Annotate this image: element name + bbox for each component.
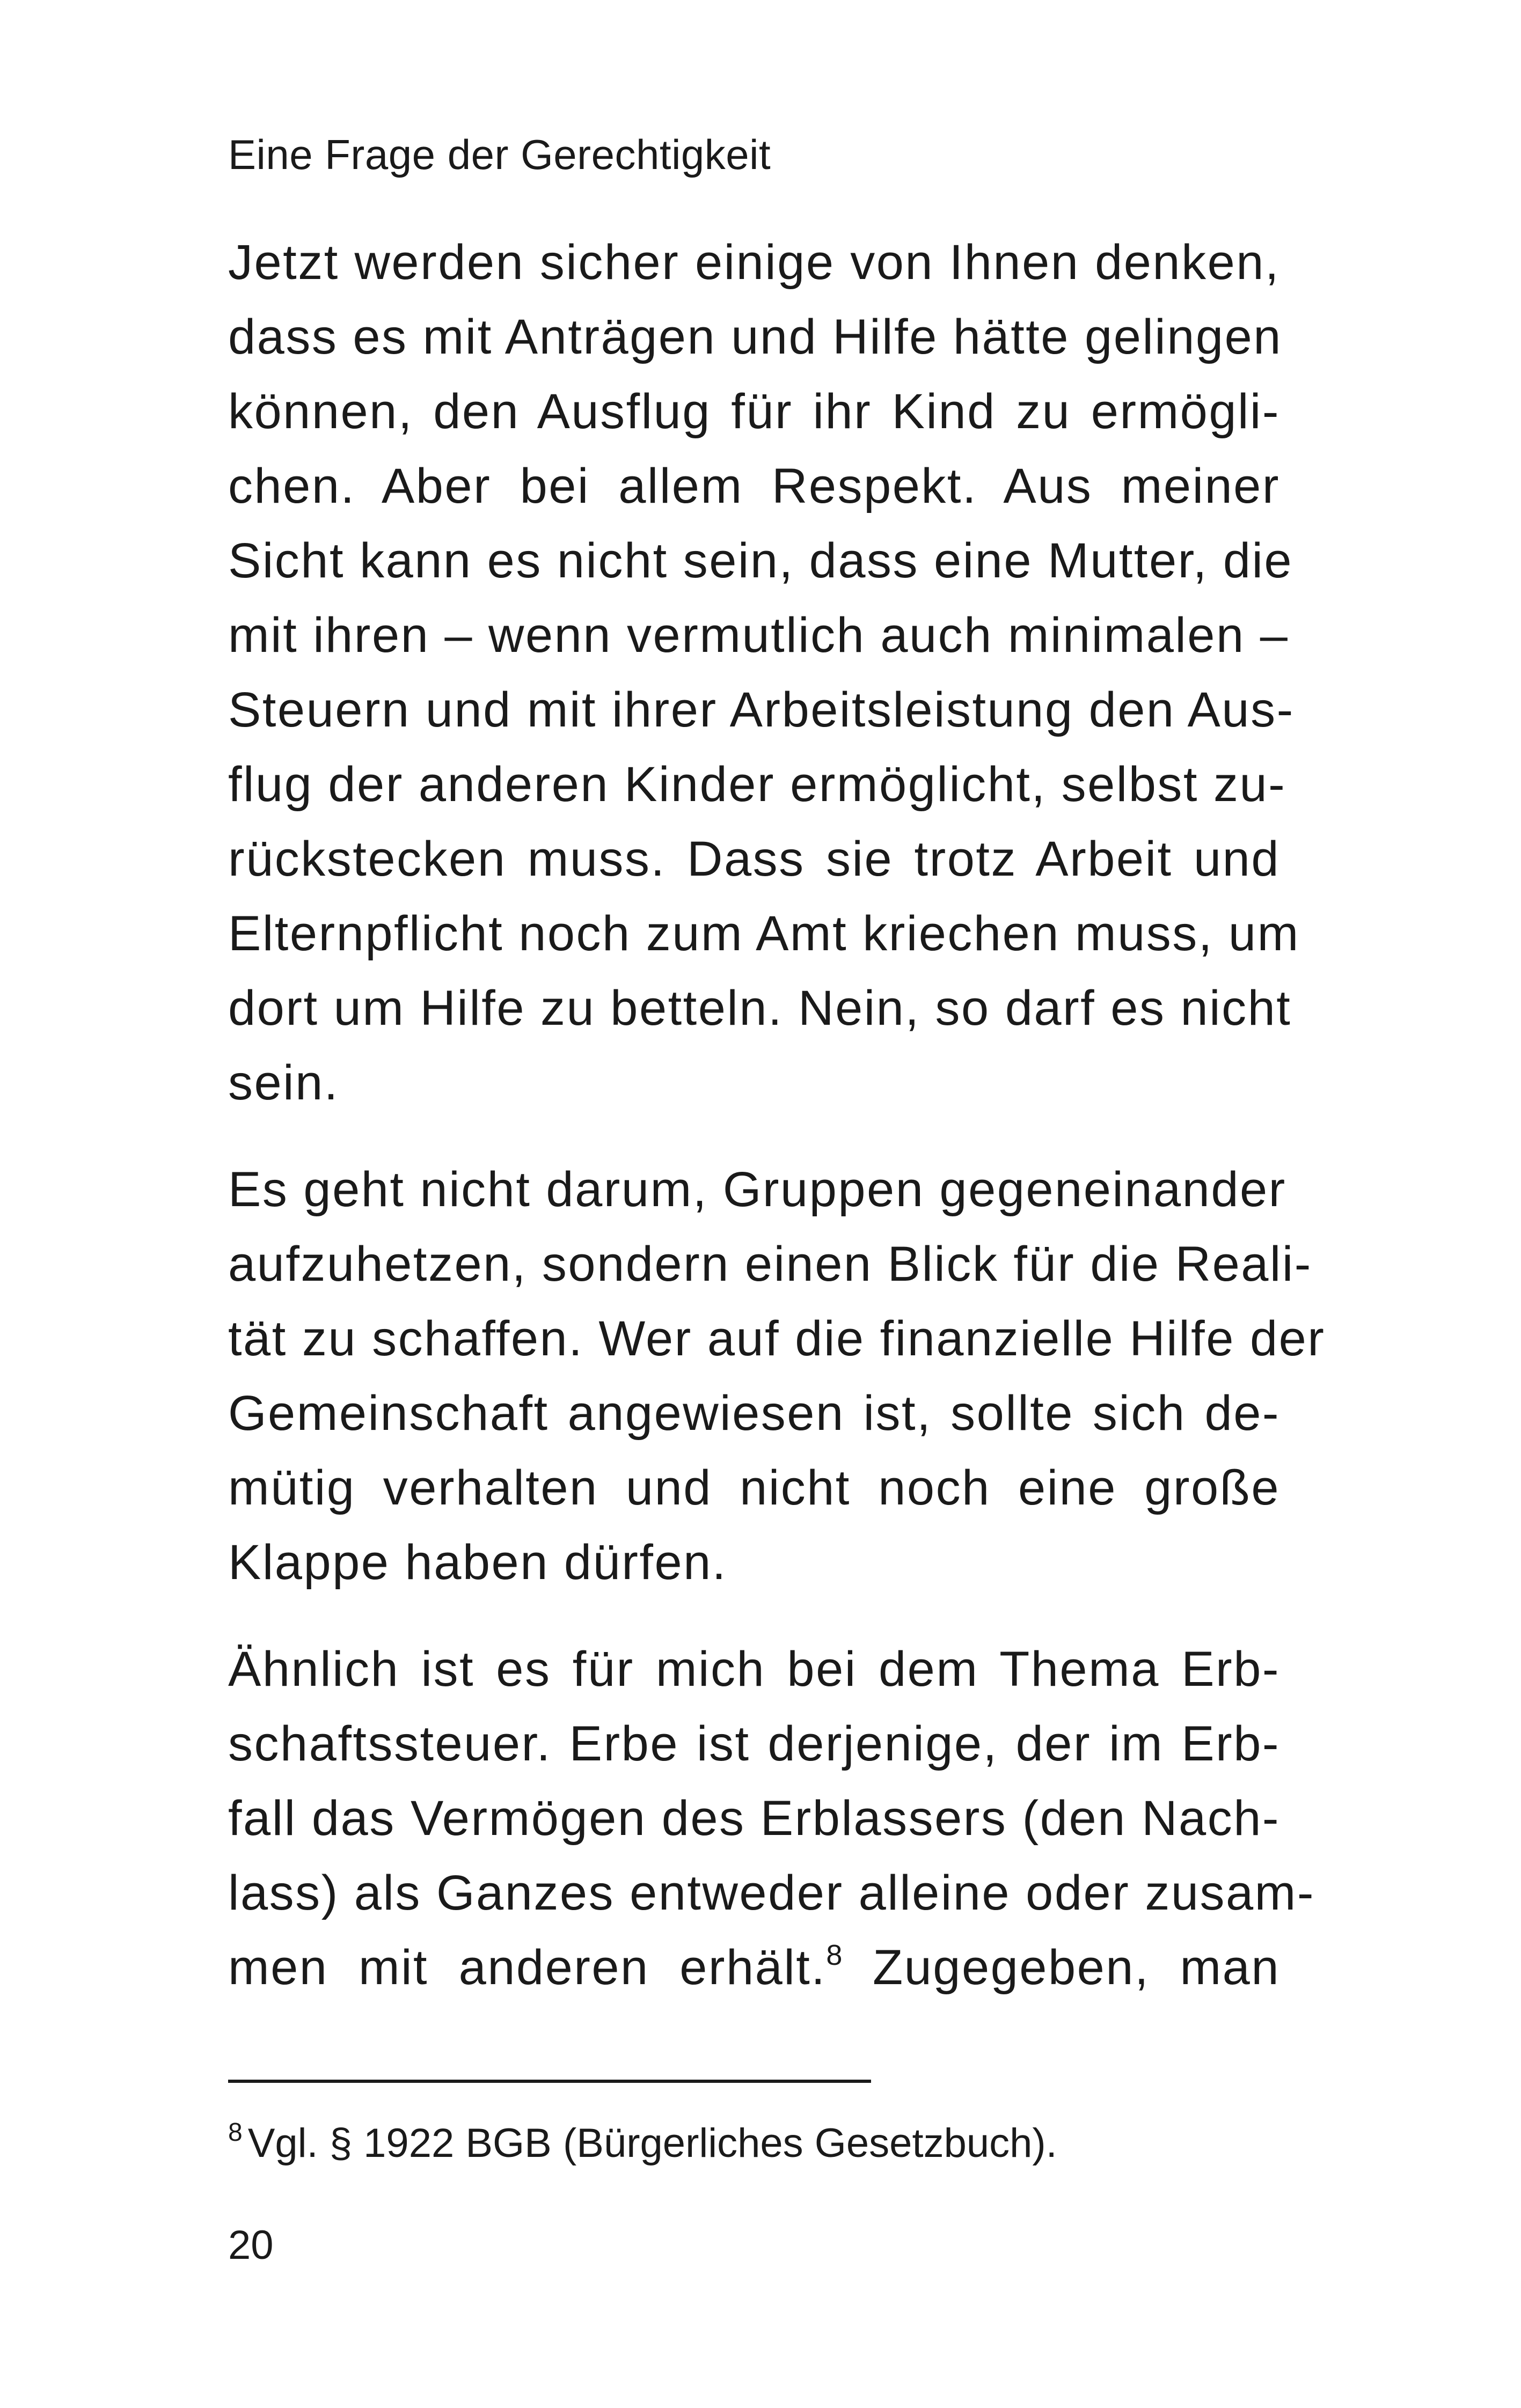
text-line: mütig verhalten und nicht noch eine große [228,1460,1280,1515]
text-line: sein. [228,1055,339,1110]
text-line: fall das Vermögen des Erblassers (den Nach- [228,1791,1280,1846]
text-line: Steuern und mit ihrer Arbeitsleistung den Aus- [228,682,1295,737]
text-line: dass es mit Anträgen und Hilfe hätte gelingen [228,310,1282,364]
paragraph-spacing [228,1120,1280,1152]
text-line: mit ihren – wenn vermutlich auch minimalen – [228,608,1289,663]
footnote-reference[interactable]: 8 [826,1939,843,1971]
text-line: flug der anderen Kinder ermöglicht, selbst zu- [228,757,1286,812]
text-fragment: Zugegeben, man [842,1940,1280,1995]
text-line: lass) als Ganzes entweder alleine oder zusam- [228,1866,1315,1920]
footnote [228,2114,1057,2173]
footnote-number: 8 [228,2118,243,2147]
text-line-with-footnote [228,1930,1280,2005]
text-line: Es geht nicht darum, Gruppen gegeneinander [228,1162,1286,1217]
page-number: 20 [228,2222,274,2268]
text-line: aufzuhetzen, sondern einen Blick für die Reali- [228,1237,1312,1291]
text-fragment: men mit anderen erhält. [228,1940,827,1995]
text-line: Jetzt werden sicher einige von Ihnen denken, [228,235,1280,290]
body-text [228,225,1326,2005]
text-line: Klappe haben dürfen. [228,1535,727,1590]
text-line: können, den Ausflug für ihr Kind zu ermögli- [228,384,1280,439]
footnote-text: Vgl. § 1922 BGB (Bürgerliches Gesetzbuch). [247,2120,1057,2166]
footnote-divider [228,2080,871,2083]
text-line: Elternpflicht noch zum Amt kriechen muss, um [228,906,1300,961]
text-line: Gemeinschaft angewiesen ist, sollte sich de- [228,1386,1280,1441]
paragraph [228,225,1300,1120]
text-line: Ähnlich ist es für mich bei dem Thema Erb- [228,1642,1280,1697]
text-line: rückstecken muss. Dass sie trotz Arbeit und [228,832,1280,886]
paragraph [228,1152,1326,1600]
paragraph-spacing [228,1600,1280,1632]
text-line: schaftssteuer. Erbe ist derjenige, der im Erb- [228,1716,1280,1771]
text-line: dort um Hilfe zu betteln. Nein, so darf es nicht [228,981,1292,1036]
running-header: Eine Frage der Gerechtigkeit [228,131,771,178]
text-line: tät zu schaffen. Wer auf die finanzielle Hilfe der [228,1311,1326,1366]
text-line: chen. Aber bei allem Respekt. Aus meiner [228,459,1280,513]
text-line: Sicht kann es nicht sein, dass eine Mutter, die [228,533,1293,588]
paragraph [228,1632,1315,2005]
